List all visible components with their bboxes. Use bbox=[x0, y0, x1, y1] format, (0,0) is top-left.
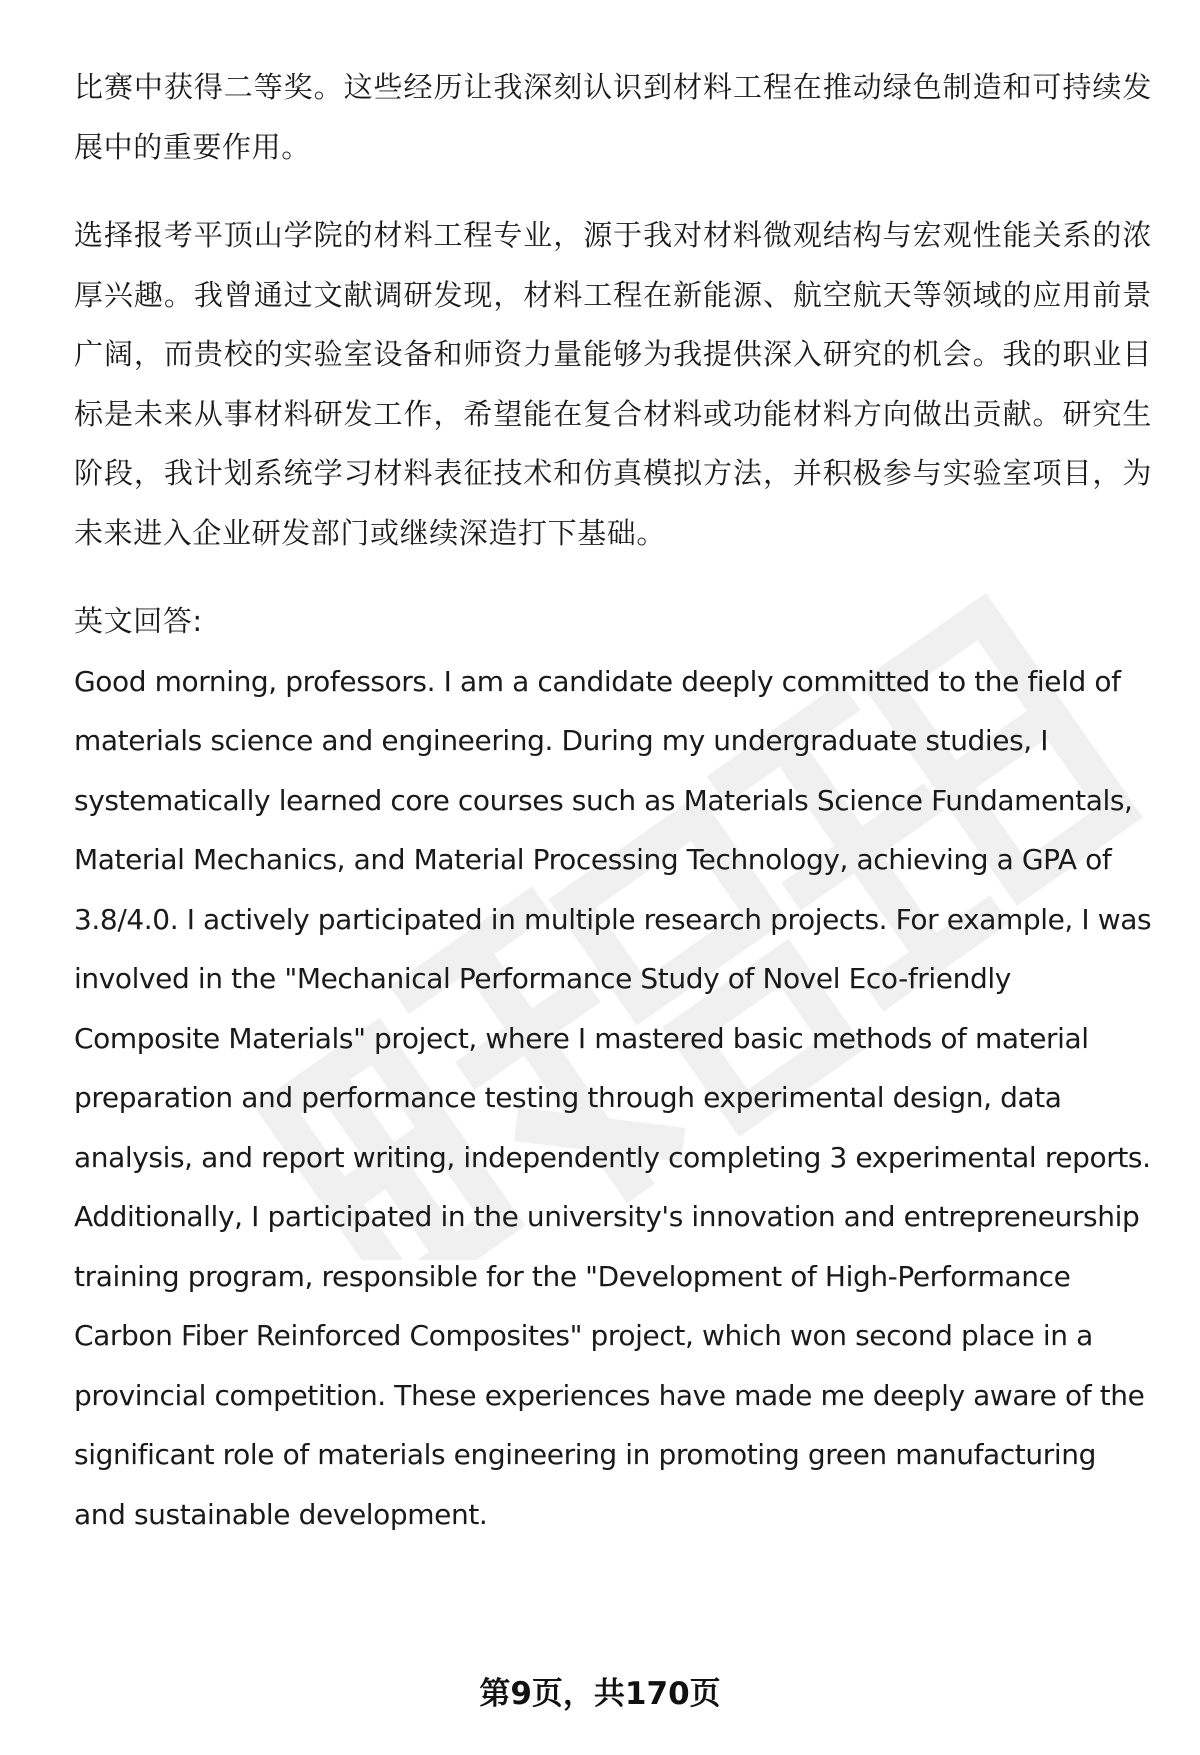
page-number-footer: 第9页，共170页 bbox=[479, 1676, 721, 1712]
paragraph-motivation: 选择报考平顶山学院的材料工程专业，源于我对材料微观结构与宏观性能关系的浓厚兴趣。我曾通过文献调研发现，材料工程在新能源、航空航天等领域的应用前景广阔，而贵校的实验室设备和师资力量能够为我提供深入研究的机会。我的职业目标是未来从事材料研发工作，希望能在复合材料或功能材料方向做出贡献。研究生阶段，我计划系统学习材料表征技术和仿真模拟方法，并积极参与实验室项目，为未来进入企业研发部门或继续深造打下基础。 bbox=[74, 218, 1152, 550]
english-answer-label: 英文回答: bbox=[74, 604, 203, 638]
paragraph-continuation: 比赛中获得二等奖。这些经历让我深刻认识到材料工程在推动绿色制造和可持续发展中的重要作用。 bbox=[74, 70, 1152, 164]
document-body bbox=[74, 58, 1152, 1544]
english-answer-text: Good morning, professors. I am a candidate deeply committed to the field of materials science and engineering. During my undergraduate studies, I systematically learned core courses such as Materials Science Fundamentals, Material Mechanics, and Material Processing Technology, achieving a GPA of 3.8/4.0. I actively participated in multiple research projects. For example, I was involved in the "Mechanical Performance Study of Novel Eco-friendly Composite Materials" project, where I mastered basic methods of material preparation and performance testing through experimental design, data analysis, and report writing, independently completing 3 experimental reports. Additionally, I participated in the university's innovation and entrepreneurship training program, responsible for the "Development of High-Performance Carbon Fiber Reinforced Composites" project, which won second place in a provincial competition. These experiences have made me deeply aware of the significant role of materials engineering in promoting green manufacturing and sustainable development. bbox=[74, 664, 1152, 1531]
